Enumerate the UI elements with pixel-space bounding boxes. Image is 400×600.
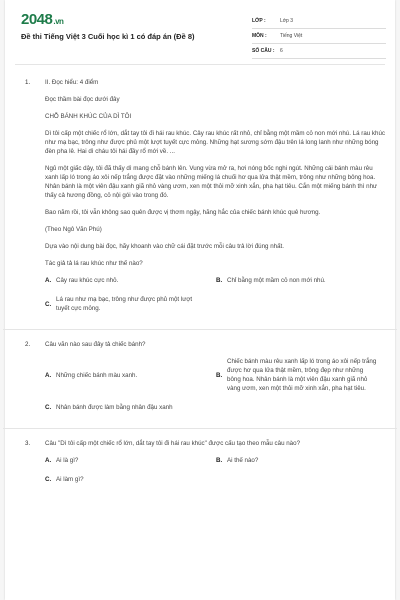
meta-row-count: [252, 44, 386, 59]
answer-option-a[interactable]: [45, 357, 216, 393]
passage-paragraph: Dì tôi cấp một chiếc rổ lớn, dắt tay tôi đi hái rau khúc. Cây rau khúc rất nhỏ, chỉ bằng một mầm cỏ non mới nhú. Lá rau khúc như mạ bạc, trông như được phủ một lượt tuyết cực mỏng. Những hạt sương sớm đậu trên lá long lanh như những bóng đèn pha lê. Hai dì cháu tôi hái đầy rổ mới về. ...: [45, 130, 386, 155]
answer-options: [45, 276, 387, 323]
meta-value: 6: [280, 48, 283, 54]
exam-header: [5, 0, 395, 62]
answer-option-b[interactable]: [216, 276, 387, 285]
question-divider: [3, 428, 397, 429]
document-page: [5, 0, 395, 600]
meta-label: MÔN :: [252, 33, 267, 39]
option-letter: B.: [216, 371, 223, 379]
exam-title: Đề thi Tiếng Việt 3 Cuối học kì 1 có đáp án (Đề 8): [21, 32, 195, 41]
question-text: Tác giả tả lá rau khúc như thế nào?: [45, 260, 143, 267]
option-letter: A.: [45, 277, 52, 284]
option-letter: A.: [45, 371, 52, 379]
questions-list: [25, 78, 387, 494]
option-text: Những chiếc bánh màu xanh.: [56, 371, 138, 379]
option-letter: C.: [45, 476, 52, 483]
meta-value: Tiếng Việt: [280, 33, 303, 39]
option-letter: B.: [216, 457, 223, 464]
meta-row-grade: [252, 14, 386, 29]
passage-title: CHỖ BÁNH KHÚC CỦA DÌ TÔI: [45, 113, 132, 120]
question-number: 3.: [25, 440, 31, 447]
passage-paragraph: Ngủ một giấc dậy, tôi đã thấy dì mang chỗ bánh lên. Vung vừa mở ra, hơi nóng bốc nghi ngút. Những cái bánh màu rêu xanh lấp ló trong áo xôi nếp trắng được đặt vào những miếng lá chuối hơ qua lửa thật mềm, trông như những bông hoa. Nhân bánh là một viên đậu xanh giã nhỏ vàng ươm, xen một thỏi mỡ xinh xắn, pha hạt tiêu. Cắn một miếng bánh thì như thấy cả hương đồng, cỏ nội gói vào trong đó.: [45, 165, 378, 199]
answer-option-c[interactable]: [45, 295, 216, 313]
question-body: [45, 439, 387, 494]
meta-value: Lớp 3: [280, 18, 294, 24]
instruction-text: Dựa vào nội dung bài đọc, hãy khoanh vào chữ cái đặt trước mỗi câu trả lời đúng nhất.: [45, 243, 284, 250]
option-text: Ai thế nào?: [227, 457, 259, 464]
question-body: [45, 340, 387, 422]
option-text: Ai là gì?: [56, 457, 79, 464]
logo-suffix: .vn: [53, 17, 64, 26]
answer-option-a[interactable]: [45, 456, 216, 465]
exam-meta: [252, 14, 386, 59]
section-heading: II. Đọc hiểu: 4 điểm: [45, 79, 99, 86]
logo-text: 2048: [21, 11, 53, 28]
option-letter: C.: [45, 300, 52, 308]
question-body: [45, 78, 387, 323]
option-letter: C.: [45, 404, 52, 411]
answer-option-c[interactable]: [45, 403, 216, 412]
site-logo[interactable]: [21, 11, 63, 28]
header-divider: [15, 64, 385, 65]
option-letter: A.: [45, 457, 52, 464]
option-text: Lá rau như mạ bạc, trông như được phủ một lượt tuyết cực mỏng.: [56, 296, 193, 312]
instruction-text: Đọc thầm bài đọc dưới đây: [45, 96, 120, 103]
question-3: [25, 439, 387, 494]
option-text: Ai làm gì?: [56, 476, 84, 483]
option-text: Chỉ bằng một mầm cỏ non mới nhú.: [227, 277, 326, 284]
answer-options: [45, 357, 387, 422]
option-letter: B.: [216, 277, 223, 284]
passage-paragraph: Bao năm rồi, tôi vẫn không sao quên được vị thơm ngậy, hăng hắc của chiếc bánh khúc quê hương.: [45, 209, 321, 216]
question-number: 2.: [25, 341, 31, 348]
answer-option-c[interactable]: [45, 475, 216, 484]
passage-source: (Theo Ngô Văn Phú): [45, 226, 102, 233]
question-text: Câu "Dì tôi cấp một chiếc rổ lớn, dắt tay tôi đi hái rau khúc" được cấu tạo theo mẫu câu nào?: [45, 440, 301, 447]
question-divider: [3, 329, 397, 330]
answer-option-b[interactable]: [216, 456, 387, 465]
meta-label: SỐ CÂU :: [252, 48, 275, 54]
option-text: Nhân bánh được làm bằng nhân đậu xanh: [56, 404, 173, 411]
answer-option-a[interactable]: [45, 276, 216, 285]
question-2: [25, 340, 387, 422]
answer-options: [45, 456, 387, 494]
option-text: Cây rau khúc cực nhỏ.: [56, 277, 119, 284]
question-1: [25, 78, 387, 323]
option-text: Chiếc bánh màu rêu xanh lấp ló trong áo xôi nếp trắng được hơ qua lửa thật mềm, trông đẹp như những bông hoa. Nhân bánh là một viên đậu xanh giã nhỏ vàng ươm, xen một thỏi mỡ xinh xắn, pha hạt tiêu.: [227, 358, 377, 392]
question-text: Câu văn nào sau đây tả chiếc bánh?: [45, 341, 146, 348]
answer-option-b[interactable]: [216, 357, 387, 393]
meta-label: LỚP :: [252, 18, 266, 24]
meta-row-subject: [252, 29, 386, 44]
question-number: 1.: [25, 79, 31, 86]
